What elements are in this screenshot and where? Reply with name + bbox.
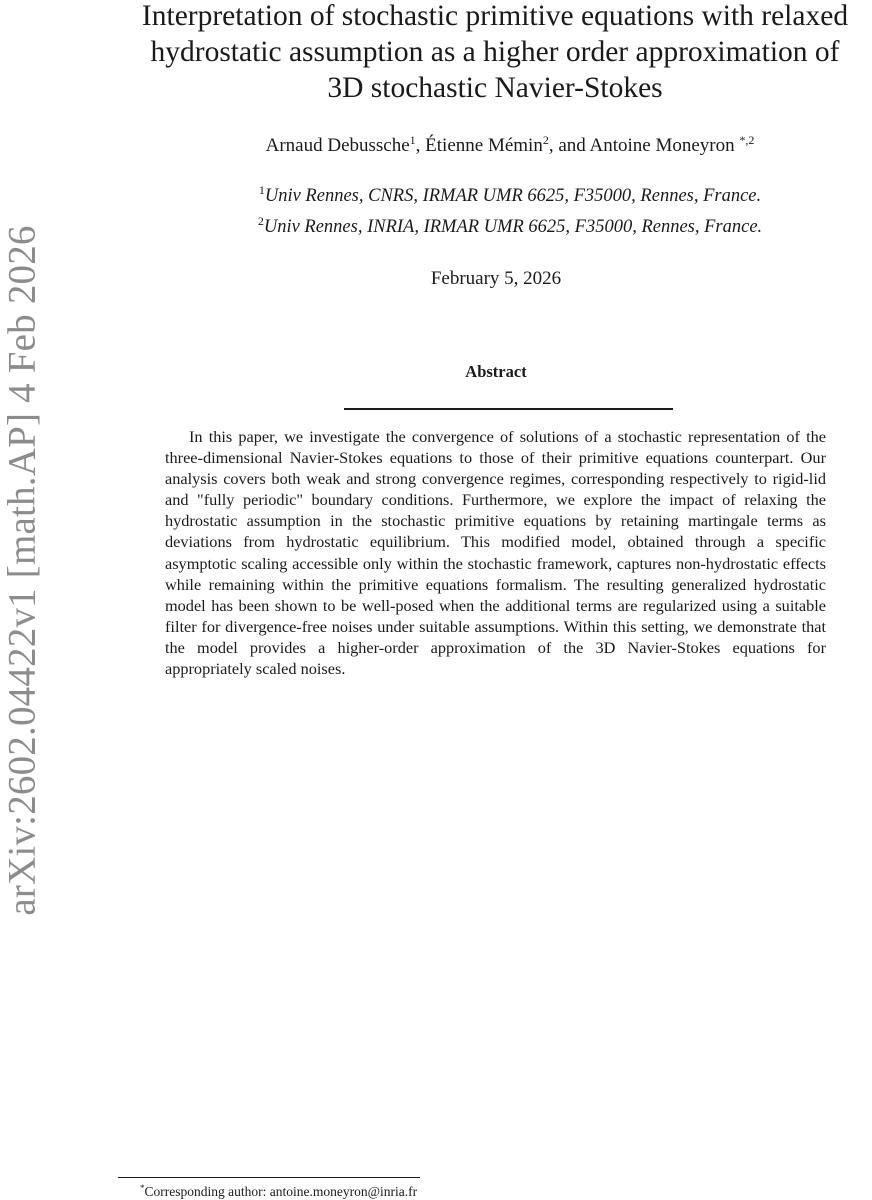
affiliation-mark: 2 [257,214,264,228]
footnote-mark: * [140,1183,145,1193]
abstract-text: In this paper, we investigate the convergence of solutions of a stochastic representation of the three-dimensional Navier-Stokes equations to those of their primitive equations counterpart. Our analysis covers both weak and strong convergence regimes, corresponding respectively to rigid-lid and "fully periodic" boundary conditions. Furthermore, we explore the impact of relaxing the hydrostatic assumption in the stochastic primitive equations by retaining martingale terms as deviations from hydrostatic equilibrium. This modified model, obtained through a specific asymptotic scaling accessible only within the stochastic framework, captures non-hydrostatic effects while remaining within the primitive equations formalism. The resulting generalized hydrostatic model has been shown to be well-posed when the additional terms are regularized using a suitable filter for divergence-free noises under suitable assumptions. Within this setting, we demonstrate that the model provides a higher-order approximation of the 3D Navier-Stokes equations for appropriately scaled noises. [165,427,826,679]
affiliation-mark: 2 [542,133,549,147]
publication-date: February 5, 2026 [430,268,562,289]
author-name: Antoine Moneyron [589,135,740,156]
affiliation [170,209,850,240]
affiliation-mark: 1 [258,183,265,197]
affiliation [170,178,850,209]
author-name: Étienne Mémin [425,135,543,156]
title-line: 3D stochastic Navier-Stokes [327,72,663,104]
affiliation-list [170,178,850,240]
footnote [140,1183,417,1200]
title-line: hydrostatic assumption as a higher order approximation of [150,36,840,68]
title-line: Interpretation of stochastic primitive equations with relaxed [141,0,849,32]
affiliation-mark: *,2 [739,133,755,147]
affiliation-text: Univ Rennes, CNRS, IRMAR UMR 6625, F35000, Rennes, France. [264,186,762,206]
author-separator: , and [548,135,590,156]
footnote-divider [118,1177,420,1178]
author-separator: , [415,135,426,156]
arxiv-identifier-stamp [0,224,44,916]
abstract-divider [344,408,673,410]
arxiv-identifier-text: arXiv:2602.04422v1 [math.AP] 4 Feb 2026 [0,224,44,916]
author-name: Arnaud Debussche [265,135,410,156]
paper-title [100,0,872,106]
affiliation-text: Univ Rennes, INRIA, IRMAR UMR 6625, F35000, Rennes, France. [263,217,763,237]
abstract-heading: Abstract [465,362,527,381]
author-list [170,133,850,157]
affiliation-mark: 1 [409,133,416,147]
footnote-text: Corresponding author: antoine.moneyron@inria.fr [144,1184,418,1199]
